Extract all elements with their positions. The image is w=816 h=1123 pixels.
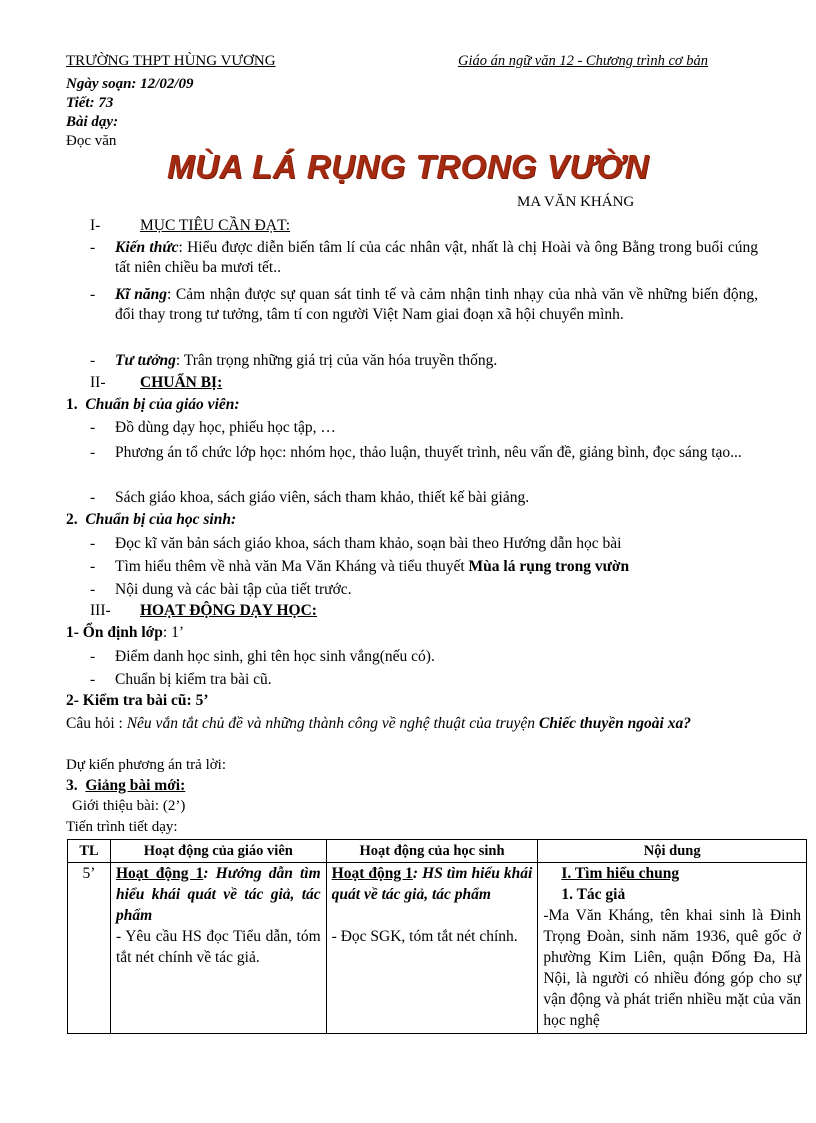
teacher-prep-num: 1. [66,396,78,413]
header-content: Nội dung [538,840,807,863]
objective-attitude: - Tư tưởng: Trân trọng những giá trị của văn hóa truyền thống. [90,352,498,369]
new-lesson-label: Giảng bài mới: [85,777,186,794]
content-heading: I. Tìm hiểu chung [561,865,680,882]
attitude-label: Tư tưởng [115,352,176,369]
section-3-heading [90,602,317,620]
section-2-heading [90,374,222,392]
teacher-prep-item: - Phương án tổ chức lớp học: nhóm học, thảo luận, thuyết trình, nêu vấn đề, giảng bình, đọc sáng tạo... [90,443,758,463]
section-1-heading [90,217,290,235]
question-story-title: Chiếc thuyền ngoài xa? [538,715,691,732]
section-3-label: HOẠT ĐỘNG DẠY HỌC: [140,602,317,619]
skill-text: : Cảm nhận được sự quan sát tinh tế và cảm nhận tinh nhạy của nhà văn về những biến động, đổi thay trong tư tưởng, tâm tí con người Việt Nam giai đoạn xã hội chuyển mình. [115,286,759,323]
cell-content [538,863,807,1034]
page-title: MÙA LÁ RỤNG TRONG VƯỜN [166,148,650,185]
header-time: TL [68,840,111,863]
section-2-num: II- [90,374,106,391]
teacher-prep-text: Phương án tổ chức lớp học: nhóm học, thảo luận, thuyết trình, nêu vấn đề, giảng bình, đọc sáng tạo... [115,444,742,461]
student-prep-item: - Tìm hiểu thêm về nhà văn Ma Văn Kháng và tiểu thuyết Mùa lá rụng trong vườn [90,558,630,575]
subject-title: Giáo án ngữ văn 12 - Chương trình cơ bản [458,53,708,69]
student-prep-heading [66,511,236,529]
student-prep-text: Đọc kĩ văn bản sách giáo khoa, sách tham khảo, soạn bài theo Hướng dẫn học bài [115,535,622,552]
section-1-num: I- [90,217,101,234]
stabilize-text: Chuẩn bị kiểm tra bài cũ. [115,671,272,688]
student-prep-text: Tìm hiểu thêm về nhà văn Ma Văn Kháng và tiểu thuyết [115,558,469,575]
check-heading: 2- Kiểm tra bài cũ: 5’ [66,692,209,709]
teacher-prep-text: Đồ dùng dạy học, phiếu học tập, … [115,419,336,436]
teacher-activity-title: : Hướng dẫn tìm hiểu khái quát về tác giả, tác phẩm [115,865,321,924]
student-activity-text: - Đọc SGK, tóm tắt nét chính. [331,928,518,945]
lesson-type: Đọc văn [66,133,117,149]
answer-line: Dự kiến phương án trả lời: [66,757,227,773]
content-text: -Ma Văn Kháng, tên khai sinh là Đinh Trọng Đoàn, sinh năm 1936, quê gốc ở phường Kim Liên, quận Đống Đa, Hà Nội, là người có nhiều đóng góp cho sự vận động và phát triển nhiều mặt của văn học nghệ [543,907,801,1029]
student-prep-label: Chuẩn bị của học sinh: [85,511,237,528]
student-prep-item: - Đọc kĩ văn bản sách giáo khoa, sách tham khảo, soạn bài theo Hướng dẫn học bài [90,535,622,552]
table-row [68,863,807,1034]
content-subheading: 1. Tác giả [561,886,626,903]
stabilize-value: : 1’ [162,624,184,641]
header-teacher: Hoạt động của giáo viên [110,840,326,863]
teacher-prep-heading [66,396,240,414]
cell-time: 5’ [68,863,111,1034]
section-1-label: MỤC TIÊU CẦN ĐẠT: [140,217,291,234]
student-prep-item: - Nội dung và các bài tập của tiết trước. [90,581,352,598]
teacher-activity-text: - Yêu cầu HS đọc Tiểu dẫn, tóm tắt nét chính về tác giả. [115,928,321,966]
teacher-prep-item: - Đồ dùng dạy học, phiếu học tập, … [90,418,758,438]
intro-line: Giới thiệu bài: (2’) [72,798,186,814]
lesson-table [67,839,807,1034]
cell-teacher [110,863,326,1034]
cell-student [326,863,538,1034]
knowledge-label: Kiến thức [115,239,179,256]
lesson-line: Bài dạy: [66,114,119,130]
attitude-text: : Trân trọng những giá trị của văn hóa truyền thống. [175,352,498,369]
knowledge-text: : Hiểu được diễn biến tâm lí của các nhân vật, nhất là chị Hoài và ông Bằng trong buổi cúng tất niên chiều ba mươi tết.. [115,239,758,276]
student-prep-text: Nội dung và các bài tập của tiết trước. [115,581,352,598]
teacher-prep-item: - Sách giáo khoa, sách giáo viên, sách tham khảo, thiết kế bài giảng. [90,488,758,508]
student-activity-title: : HS tìm hiểu khái quát về tác giả, tác phẩm [331,865,533,903]
header-student: Hoạt động của học sinh [326,840,538,863]
skill-label: Kĩ năng [115,286,168,303]
stabilize-text: Điểm danh học sinh, ghi tên học sinh vắng(nếu có). [115,648,435,665]
objective-skill: - Kĩ năng: Cảm nhận được sự quan sát tinh tế và cảm nhận tinh nhạy của nhà văn về những biến động, đổi thay trong tư tưởng, tâm tí con người Việt Nam giai đoạn xã hội chuyển mình. [90,286,759,323]
novel-title: Mùa lá rụng trong vườn [468,558,630,575]
period-line: Tiết: 73 [66,95,114,111]
new-lesson-heading [66,777,185,795]
section-2-label: CHUẨN BỊ: [140,374,223,391]
stabilize-heading [66,624,184,642]
student-prep-num: 2. [66,511,78,528]
teacher-prep-label: Chuẩn bị của giáo viên: [85,396,240,413]
teacher-prep-text: Sách giáo khoa, sách giáo viên, sách tham khảo, thiết kế bài giảng. [115,489,530,506]
check-question [66,713,758,734]
objective-knowledge: - Kiến thức: Hiểu được diễn biến tâm lí của các nhân vật, nhất là chị Hoài và ông Bằng trong buổi cúng tất niên chiều ba mươi tết.. [90,239,758,276]
author-name: MA VĂN KHÁNG [517,194,635,210]
student-activity-label: Hoạt động 1 [331,865,413,882]
new-lesson-num: 3. [66,777,78,794]
date-line: Ngày soạn: 12/02/09 [66,76,194,92]
teacher-activity-label: Hoạt động 1 [115,865,204,882]
question-prefix: Câu hỏi : [66,715,127,732]
question-text: Nêu vắn tắt chủ đề và những thành công về nghệ thuật của truyện [126,715,539,732]
stabilize-item: - Điểm danh học sinh, ghi tên học sinh vắng(nếu có). [90,647,758,667]
stabilize-item: - Chuẩn bị kiểm tra bài cũ. [90,670,758,690]
table-header-row [68,840,807,863]
progress-line: Tiến trình tiết dạy: [66,819,178,835]
stabilize-label: 1- Ổn định lớp [66,624,163,641]
school-name: TRƯỜNG THPT HÙNG VƯƠNG [66,53,276,69]
section-3-num: III- [90,602,111,619]
